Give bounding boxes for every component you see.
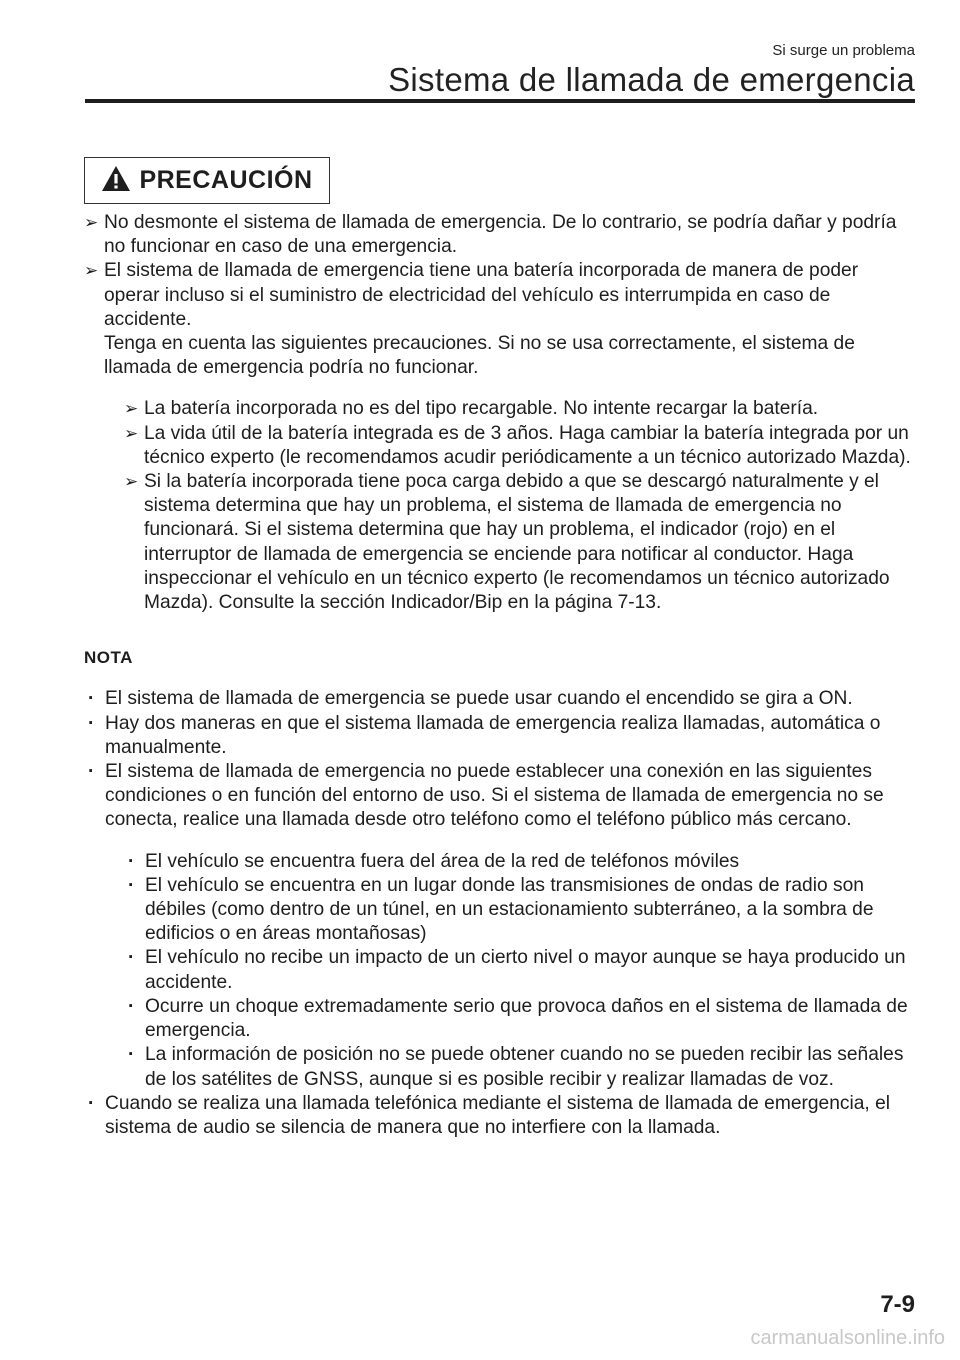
nota-subitem: · El vehículo se encuentra en un lugar donde las transmisiones de ondas de radio son débiles (como dentro de un túnel, en un estacionamiento subterráneo, a la sombra de edificios o en áreas montañosas)	[125, 874, 916, 947]
caution-item	[84, 259, 916, 615]
caution-box	[84, 157, 330, 204]
caution-subitem: ➢ Si la batería incorporada tiene poca carga debido a que se descargó naturalmente y el sistema determina que hay un problema, el sistema de llamada de emergencia no funcionará. Si el sistema determina que hay un problema, el indicador (rojo) en el interruptor de llamada de emergencia se enciende para notificar al conductor. Haga inspeccionar el vehículo en un técnico experto (le recomendamos un técnico autorizado Mazda). Consulte la sección Indicador/Bip en la página 7-13.	[124, 470, 916, 615]
caution-subitem: ➢ La batería incorporada no es del tipo recargable. No intente recargar la batería.	[124, 397, 916, 421]
nota-subitem: · La información de posición no se puede obtener cuando no se pueden recibir las señales de los satélites de GNSS, aunque si es posible recibir y realizar llamadas de voz.	[125, 1043, 916, 1091]
nota-item	[85, 760, 916, 1092]
page-header	[85, 42, 915, 98]
caution-subitem: ➢ La vida útil de la batería integrada es de 3 años. Haga cambiar la batería integrada por un técnico experto (le recomendamos acudir periódicamente a un técnico autorizado Mazda).	[124, 422, 916, 470]
caution-title: PRECAUCIÓN	[139, 166, 313, 194]
section-label: Si surge un problema	[772, 42, 915, 59]
nota-sublist	[105, 850, 916, 1092]
nota-item: · Cuando se realiza una llamada telefónica mediante el sistema de llamada de emergencia, el sistema de audio se silencia de manera que no interfiere con la llamada.	[85, 1092, 916, 1140]
caution-item-text: No desmonte el sistema de llamada de emergencia. De lo contrario, se podría dañar y podría no funcionar en caso de una emergencia.	[104, 212, 897, 258]
chapter-title: Sistema de llamada de emergencia	[388, 61, 915, 98]
nota-item: · El sistema de llamada de emergencia se puede usar cuando el encendido se gira a ON.	[85, 687, 916, 711]
nota-item-text: El sistema de llamada de emergencia no puede establecer una conexión en las siguientes condiciones o en función del entorno de uso. Si el sistema de llamada de emergencia no se conecta, realice una llamada desde otro teléfono como el teléfono público más cercano.	[105, 761, 884, 831]
caution-item-extra: Tenga en cuenta las siguientes precauciones. Si no se usa correctamente, el sistema de llamada de emergencia podría no funcionar.	[104, 333, 855, 379]
nota-subitem: · El vehículo se encuentra fuera del área de la red de teléfonos móviles	[125, 850, 916, 874]
caution-list	[84, 211, 916, 615]
nota-title: NOTA	[84, 648, 133, 668]
page-number: 7-9	[880, 1291, 915, 1318]
watermark: carmanualsonline.info	[750, 1327, 945, 1349]
caution-item-text: ➢ El sistema de llamada de emergencia tiene una batería incorporada de manera de poder operar incluso si el suministro de electricidad del vehículo es interrumpida en caso de accidente.	[104, 260, 859, 330]
header-rule	[85, 99, 915, 103]
nota-list	[84, 687, 916, 1140]
nota-subitem: · El vehículo no recibe un impacto de un cierto nivel o mayor aunque se haya producido un accidente.	[125, 946, 916, 994]
caution-sublist	[104, 397, 916, 615]
nota-subitem: · Ocurre un choque extremadamente serio que provoca daños en el sistema de llamada de emergencia.	[125, 995, 916, 1043]
caution-item	[84, 211, 916, 259]
nota-item: · Hay dos maneras en que el sistema llamada de emergencia realiza llamadas, automática o manualmente.	[85, 712, 916, 760]
main-content	[84, 211, 916, 1140]
warning-triangle-icon	[101, 165, 131, 197]
